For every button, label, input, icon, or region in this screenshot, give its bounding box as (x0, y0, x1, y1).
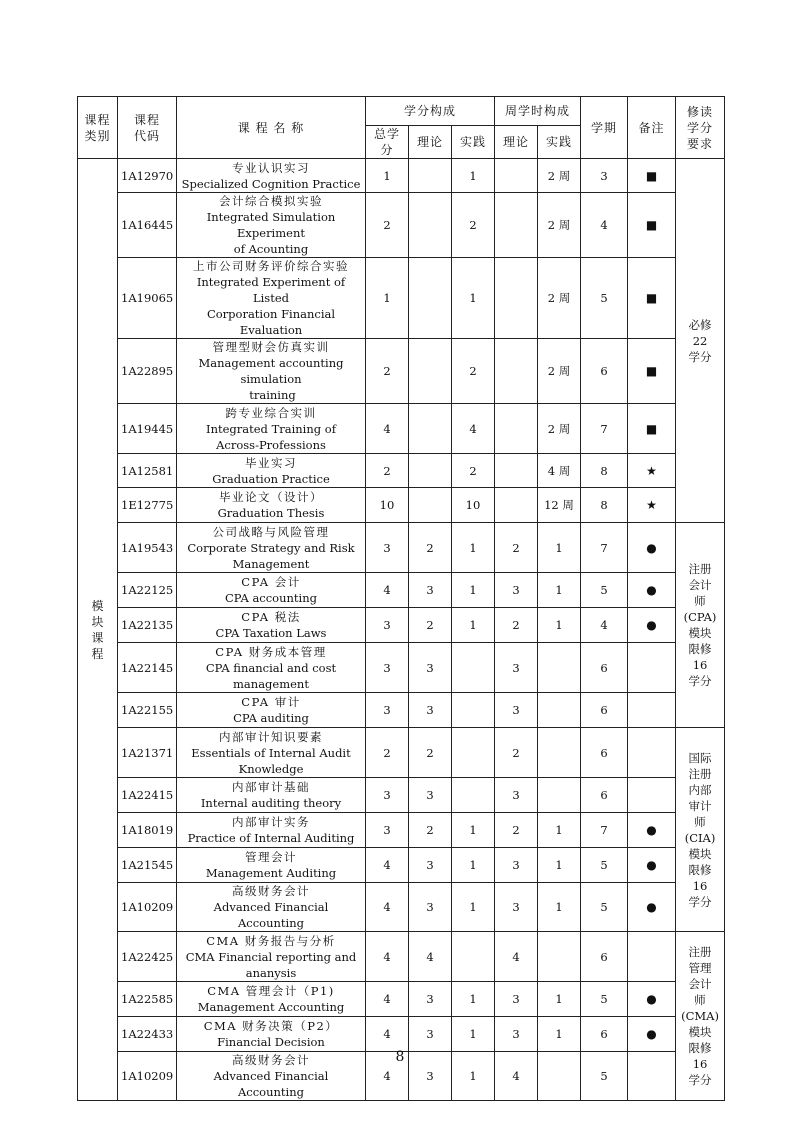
table-row (78, 488, 725, 523)
course-name-zh: 专业认识实习 (232, 160, 310, 175)
course-name-en: Internal auditing theory (200, 796, 342, 810)
credit-practice: 2 (452, 193, 495, 258)
hours-theory (495, 258, 538, 339)
hours-practice: 1 (538, 573, 581, 608)
course-code: 1A22155 (118, 693, 177, 728)
hours-theory (495, 193, 538, 258)
credit-theory (409, 159, 452, 193)
credit-theory: 3 (409, 573, 452, 608)
course-code: 1A19065 (118, 258, 177, 339)
credit-practice: 2 (452, 339, 495, 404)
header-code: 课程 代码 (118, 97, 177, 159)
hours-theory: 3 (495, 643, 538, 693)
credit-practice: 1 (452, 982, 495, 1017)
course-code: 1E12775 (118, 488, 177, 523)
credit-theory: 3 (409, 982, 452, 1017)
remark: ■ (628, 159, 676, 193)
table-row (78, 813, 725, 848)
hours-theory: 2 (495, 728, 538, 778)
semester: 5 (581, 848, 628, 883)
semester: 5 (581, 883, 628, 932)
hours-theory: 4 (495, 932, 538, 982)
header-requirement: 修读 学分 要求 (676, 97, 725, 159)
table-row (78, 454, 725, 488)
course-name-en: ananysis (245, 965, 297, 980)
hours-theory: 3 (495, 1017, 538, 1052)
credit-practice: 1 (452, 159, 495, 193)
total-credit: 2 (366, 339, 409, 404)
course-code: 1A12970 (118, 159, 177, 193)
hours-theory: 3 (495, 778, 538, 813)
course-name-zh: CPA 审计 (241, 695, 301, 709)
semester: 4 (581, 608, 628, 643)
course-name (177, 454, 366, 488)
credit-theory: 3 (409, 848, 452, 883)
course-name-en: Management Accounting (197, 1000, 345, 1014)
remark (628, 693, 676, 728)
course-name-en: CMA Financial reporting and (185, 949, 357, 964)
course-name-en: Integrated Experiment of Listed (196, 275, 346, 305)
course-code: 1A19543 (118, 523, 177, 573)
course-code: 1A22433 (118, 1017, 177, 1052)
semester: 6 (581, 778, 628, 813)
credit-practice: 1 (452, 523, 495, 573)
course-code: 1A22415 (118, 778, 177, 813)
credit-theory: 3 (409, 1017, 452, 1052)
total-credit: 2 (366, 454, 409, 488)
course-code: 1A22895 (118, 339, 177, 404)
hours-theory: 3 (495, 883, 538, 932)
table-row (78, 778, 725, 813)
table-row (78, 1017, 725, 1052)
course-name-en: Essentials of Internal Audit (191, 745, 351, 760)
course-name (177, 1017, 366, 1052)
remark (628, 778, 676, 813)
hours-practice: 1 (538, 608, 581, 643)
course-name-en: Management (232, 556, 310, 571)
credit-practice: 1 (452, 848, 495, 883)
semester: 5 (581, 573, 628, 608)
total-credit: 2 (366, 728, 409, 778)
hours-theory: 2 (495, 813, 538, 848)
semester: 3 (581, 159, 628, 193)
credit-theory: 3 (409, 778, 452, 813)
hours-practice: 1 (538, 1017, 581, 1052)
credit-theory (409, 454, 452, 488)
course-name-zh: 公司战略与风险管理 (212, 524, 330, 539)
table-row (78, 693, 725, 728)
course-name-zh: 毕业论文（设计） (219, 490, 323, 504)
hours-theory (495, 454, 538, 488)
course-name (177, 848, 366, 883)
hours-practice: 1 (538, 848, 581, 883)
hours-practice: 1 (538, 883, 581, 932)
hours-practice (538, 778, 581, 813)
credit-practice: 2 (452, 454, 495, 488)
hours-practice: 1 (538, 982, 581, 1017)
total-credit: 1 (366, 159, 409, 193)
hours-theory: 3 (495, 573, 538, 608)
hours-theory (495, 159, 538, 193)
semester: 8 (581, 488, 628, 523)
semester: 6 (581, 932, 628, 982)
requirement-group: 注册 管理 会计 师 (CMA) 模块 限修 16 学分 (676, 932, 725, 1101)
credit-theory: 4 (409, 932, 452, 982)
course-name-en: Management accounting simulation (198, 356, 344, 386)
course-name (177, 982, 366, 1017)
remark: ● (628, 848, 676, 883)
remark: ● (628, 982, 676, 1017)
header-hours-practice: 实践 (538, 126, 581, 159)
course-name-zh: 上市公司财务评价综合实验 (193, 259, 349, 273)
remark: ■ (628, 404, 676, 454)
course-name (177, 573, 366, 608)
course-name-en: Integrated Training of (206, 421, 336, 436)
course-name-en: Specialized Cognition Practice (181, 176, 361, 191)
course-code: 1A10209 (118, 1052, 177, 1101)
table-row (78, 258, 725, 339)
credit-practice: 1 (452, 883, 495, 932)
hours-practice: 2 周 (538, 404, 581, 454)
credit-theory: 3 (409, 1052, 452, 1101)
hours-practice: 2 周 (538, 159, 581, 193)
course-name-en: Graduation Thesis (217, 506, 325, 520)
remark (628, 728, 676, 778)
header-total-credit: 总学分 (366, 126, 409, 159)
course-name (177, 778, 366, 813)
header-hours-theory: 理论 (495, 126, 538, 159)
total-credit: 4 (366, 883, 409, 932)
requirement-group: 注册 会计 师 (CPA) 模块 限修 16 学分 (676, 523, 725, 728)
course-name (177, 488, 366, 523)
course-name (177, 693, 366, 728)
total-credit: 3 (366, 523, 409, 573)
header-semester: 学期 (581, 97, 628, 159)
course-name-en: Practice of Internal Auditing (187, 831, 355, 845)
table-row (78, 404, 725, 454)
course-name (177, 523, 366, 573)
course-name-en: CPA financial and cost (205, 660, 337, 675)
total-credit: 10 (366, 488, 409, 523)
credit-practice: 1 (452, 1052, 495, 1101)
hours-practice (538, 728, 581, 778)
course-name (177, 643, 366, 693)
remark: ● (628, 573, 676, 608)
credit-theory: 2 (409, 608, 452, 643)
course-name (177, 883, 366, 932)
course-name (177, 159, 366, 193)
header-course-name: 课 程 名 称 (177, 97, 366, 159)
credit-practice (452, 643, 495, 693)
credit-practice: 1 (452, 258, 495, 339)
credit-practice: 1 (452, 1017, 495, 1052)
credit-practice (452, 778, 495, 813)
table-row (78, 728, 725, 778)
remark: ● (628, 813, 676, 848)
course-name (177, 404, 366, 454)
course-name-zh: CPA 税法 (241, 610, 301, 624)
total-credit: 3 (366, 813, 409, 848)
course-name (177, 813, 366, 848)
total-credit: 4 (366, 404, 409, 454)
table-row (78, 932, 725, 982)
course-code: 1A22135 (118, 608, 177, 643)
credit-theory: 3 (409, 883, 452, 932)
requirement-group: 国际 注册 内部 审计 师 (CIA) 模块 限修 16 学分 (676, 728, 725, 932)
remark (628, 643, 676, 693)
hours-theory: 3 (495, 982, 538, 1017)
credit-practice (452, 932, 495, 982)
semester: 6 (581, 728, 628, 778)
remark: ● (628, 523, 676, 573)
course-name-zh: CPA 财务成本管理 (215, 644, 327, 659)
header-credit-practice: 实践 (452, 126, 495, 159)
credit-practice: 10 (452, 488, 495, 523)
semester: 6 (581, 693, 628, 728)
hours-practice: 2 周 (538, 193, 581, 258)
remark: ● (628, 1017, 676, 1052)
hours-practice: 1 (538, 813, 581, 848)
total-credit: 4 (366, 573, 409, 608)
course-name-en: CPA auditing (233, 711, 309, 725)
header-category: 课程 类别 (78, 97, 118, 159)
total-credit: 3 (366, 643, 409, 693)
credit-theory: 3 (409, 693, 452, 728)
credit-theory (409, 404, 452, 454)
hours-theory: 3 (495, 848, 538, 883)
credit-practice: 1 (452, 813, 495, 848)
semester: 6 (581, 643, 628, 693)
course-name (177, 258, 366, 339)
remark: ★ (628, 488, 676, 523)
total-credit: 3 (366, 778, 409, 813)
table-row (78, 193, 725, 258)
course-name-en: management (233, 676, 309, 691)
course-name-zh: 管理型财会仿真实训 (212, 340, 330, 354)
credit-practice: 4 (452, 404, 495, 454)
course-name-zh: CMA 财务报告与分析 (206, 933, 336, 948)
course-name-zh: CMA 管理会计（P1) (207, 984, 335, 998)
course-name-zh: 管理会计 (245, 850, 297, 864)
table-row (78, 848, 725, 883)
semester: 4 (581, 193, 628, 258)
credit-theory (409, 258, 452, 339)
course-name-en: Advanced Financial Accounting (213, 1069, 329, 1099)
table-row (78, 573, 725, 608)
course-name-zh: 内部审计基础 (232, 780, 310, 794)
total-credit: 4 (366, 982, 409, 1017)
hours-theory (495, 339, 538, 404)
header-remark: 备注 (628, 97, 676, 159)
course-name-zh: 毕业实习 (245, 455, 297, 470)
semester: 6 (581, 339, 628, 404)
course-name-en: Corporation Financial Evaluation (206, 307, 336, 337)
semester: 8 (581, 454, 628, 488)
course-name-en: Advanced Financial Accounting (213, 900, 329, 930)
requirement-group: 必修 22 学分 (676, 159, 725, 523)
credit-practice: 1 (452, 573, 495, 608)
course-name (177, 608, 366, 643)
hours-theory (495, 488, 538, 523)
total-credit: 4 (366, 932, 409, 982)
course-code: 1A16445 (118, 193, 177, 258)
hours-theory: 4 (495, 1052, 538, 1101)
table-row (78, 608, 725, 643)
table-row (78, 159, 725, 193)
credit-practice (452, 693, 495, 728)
total-credit: 3 (366, 693, 409, 728)
table-header (78, 97, 725, 159)
hours-practice: 1 (538, 523, 581, 573)
semester: 5 (581, 258, 628, 339)
total-credit: 2 (366, 193, 409, 258)
hours-theory: 2 (495, 523, 538, 573)
semester: 7 (581, 404, 628, 454)
hours-practice: 12 周 (538, 488, 581, 523)
remark (628, 932, 676, 982)
header-credit-group: 学分构成 (366, 97, 495, 126)
course-name-en: Knowledge (238, 761, 304, 776)
course-code: 1A22125 (118, 573, 177, 608)
course-code: 1A22425 (118, 932, 177, 982)
course-name-zh: 内部审计实务 (232, 815, 310, 829)
semester: 7 (581, 813, 628, 848)
course-name-en: of Acounting (233, 242, 309, 256)
hours-practice: 2 周 (538, 339, 581, 404)
course-code: 1A22145 (118, 643, 177, 693)
credit-theory: 2 (409, 523, 452, 573)
course-name-zh: CMA 财务决策（P2） (203, 1019, 339, 1033)
course-name (177, 728, 366, 778)
table-row (78, 643, 725, 693)
course-name-zh: 跨专业综合实训 (225, 405, 317, 420)
course-name-en: Across-Professions (216, 437, 326, 452)
course-name-en: Integrated Simulation Experiment (206, 210, 336, 240)
hours-theory: 3 (495, 693, 538, 728)
total-credit: 4 (366, 1052, 409, 1101)
course-table (77, 96, 725, 1101)
credit-practice: 1 (452, 608, 495, 643)
hours-practice (538, 932, 581, 982)
course-code: 1A19445 (118, 404, 177, 454)
course-name (177, 339, 366, 404)
course-name-zh: 高级财务会计 (232, 884, 310, 898)
credit-theory: 2 (409, 813, 452, 848)
course-code: 1A21545 (118, 848, 177, 883)
semester: 5 (581, 1052, 628, 1101)
course-code: 1A21371 (118, 728, 177, 778)
course-name-zh: 会计综合模拟实验 (219, 194, 323, 208)
remark: ■ (628, 258, 676, 339)
credit-practice (452, 728, 495, 778)
table-row (78, 982, 725, 1017)
remark: ■ (628, 193, 676, 258)
course-name-en: Graduation Practice (212, 471, 330, 486)
course-code: 1A12581 (118, 454, 177, 488)
course-code: 1A22585 (118, 982, 177, 1017)
semester: 7 (581, 523, 628, 573)
total-credit: 4 (366, 848, 409, 883)
semester: 6 (581, 1017, 628, 1052)
total-credit: 3 (366, 608, 409, 643)
table-row (78, 523, 725, 573)
course-name (177, 193, 366, 258)
credit-theory: 3 (409, 643, 452, 693)
course-name-zh: 高级财务会计 (232, 1053, 310, 1067)
course-code: 1A18019 (118, 813, 177, 848)
page-number: 8 (395, 1049, 405, 1065)
hours-practice: 2 周 (538, 258, 581, 339)
total-credit: 1 (366, 258, 409, 339)
course-name-en: CPA Taxation Laws (215, 626, 327, 640)
course-name-en: training (249, 388, 296, 402)
remark: ● (628, 883, 676, 932)
course-name (177, 932, 366, 982)
credit-theory: 2 (409, 728, 452, 778)
course-name-zh: CPA 会计 (241, 575, 301, 589)
course-code: 1A10209 (118, 883, 177, 932)
table-body (78, 159, 725, 1101)
hours-practice (538, 693, 581, 728)
header-credit-theory: 理论 (409, 126, 452, 159)
remark: ● (628, 608, 676, 643)
course-name-en: Corporate Strategy and Risk (187, 540, 355, 555)
remark: ★ (628, 454, 676, 488)
remark: ■ (628, 339, 676, 404)
table-row (78, 339, 725, 404)
table-row (78, 883, 725, 932)
credit-theory (409, 193, 452, 258)
module-category-cell: 模 块 课 程 (78, 159, 118, 1101)
course-name-zh: 内部审计知识要素 (219, 729, 323, 744)
hours-practice: 4 周 (538, 454, 581, 488)
header-hours-group: 周学时构成 (495, 97, 581, 126)
course-name-en: Management Auditing (205, 866, 337, 880)
hours-theory (495, 404, 538, 454)
hours-practice (538, 643, 581, 693)
course-name-en: Financial Decision (217, 1035, 325, 1049)
total-credit: 4 (366, 1017, 409, 1052)
course-name-en: CPA accounting (225, 591, 317, 605)
hours-theory: 2 (495, 608, 538, 643)
semester: 5 (581, 982, 628, 1017)
credit-theory (409, 488, 452, 523)
credit-theory (409, 339, 452, 404)
